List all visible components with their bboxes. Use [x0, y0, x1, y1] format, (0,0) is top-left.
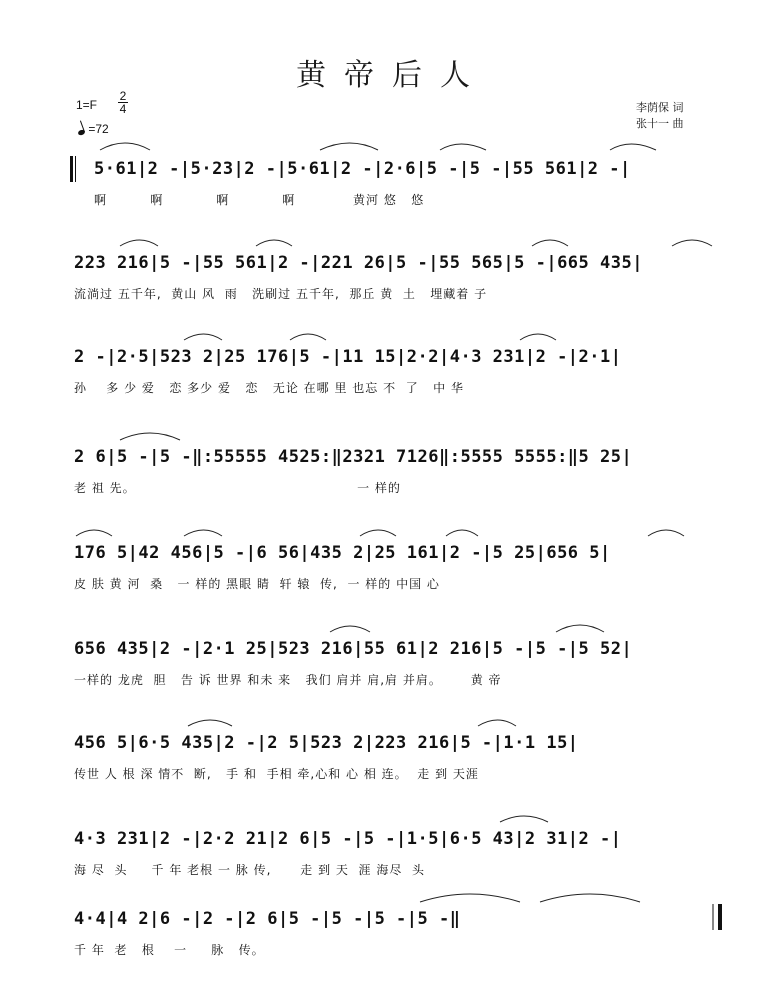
credits: [636, 100, 684, 132]
lyrics-line: 一样的 龙虎 胆 告 诉 世界 和未 来 我们 肩并 肩,肩 并肩。 黄 帝: [74, 673, 502, 687]
lyrics-line: 海 尽 头 千 年 老根 一 脉 传, 走 到 天 涯 海尽 头: [74, 863, 425, 877]
slur-1: [100, 143, 150, 150]
key-signature: [76, 89, 127, 116]
notes-line: 2 -|2·5|523 2|25 176|5 -|11 15|2·2|4·3 231|2 -|2·1|: [74, 347, 622, 367]
slur-4: [610, 144, 656, 150]
song-title: 黄帝后人: [296, 58, 488, 93]
tempo-marking: [78, 122, 109, 136]
lyrics-line: 孙 多 少 爱 恋 多少 爱 恋 无论 在哪 里 也忘 不 了 中 华: [74, 381, 464, 395]
final-barline: [718, 904, 722, 930]
notes-line: 5·61|2 -|5·23|2 -|5·61|2 -|2·6|5 -|5 -|55 561|2 -|: [94, 159, 631, 179]
slur-19: [556, 625, 604, 632]
lyrics-line: 老 祖 先。 一 样的: [74, 481, 401, 495]
notes-line: 656 435|2 -|2·1 25|523 216|55 61|2 216|5 -|5 -|5 52|: [74, 639, 633, 659]
time-bottom: 4: [119, 102, 127, 116]
lyrics-line: 皮 肤 黄 河 桑 一 样的 黑眼 睛 轩 辕 传, 一 样的 中国 心: [74, 577, 440, 591]
lyrics-line: 流淌过 五千年, 黄山 风 雨 洗刷过 五千年, 那丘 黄 土 埋藏着 子: [74, 287, 488, 301]
time-signature: [116, 90, 130, 115]
slur-3: [440, 144, 486, 150]
start-barline: [70, 156, 73, 182]
slur-24: [540, 894, 640, 902]
notes-line: 223 216|5 -|55 561|2 -|221 26|5 -|55 565|5 -|665 435|: [74, 253, 643, 273]
time-top: 2: [119, 89, 127, 103]
tempo-value: =72: [88, 122, 109, 136]
slur-2: [320, 143, 378, 150]
slur-12: [120, 433, 180, 440]
lyrics-line: 传世 人 根 深 情不 断, 手 和 手相 牵,心和 心 相 连。 走 到 天涯: [74, 767, 479, 781]
notes-line: 456 5|6·5 435|2 -|2 5|523 2|223 216|5 -|1·1 15|: [74, 733, 579, 753]
composer-credit: 张十一 曲: [636, 117, 684, 130]
notes-line: 4·3 231|2 -|2·2 21|2 6|5 -|5 -|1·5|6·5 43|2 31|2 -|: [74, 829, 622, 849]
slur-23: [420, 894, 520, 902]
lyrics-line: 千 年 老 根 一 脉 传。: [74, 943, 265, 957]
notes-line: 4·4|4 2|6 -|2 -|2 6|5 -|5 -|5 -|5 -‖: [74, 909, 461, 929]
lyricist-credit: 李荫保 词: [636, 101, 684, 114]
notes-line: 2 6|5 -|5 -‖:55555 4525:‖2321 7126‖:5555 5555:‖5 25|: [74, 447, 633, 467]
quarter-note-icon: [77, 129, 85, 136]
notes-line: 176 5|42 456|5 -|6 56|435 2|25 161|2 -|5 25|656 5|: [74, 543, 611, 563]
key-label: 1=F: [76, 98, 98, 112]
lyrics-line: 啊 啊 啊 啊 黄河 悠 悠: [94, 193, 425, 207]
